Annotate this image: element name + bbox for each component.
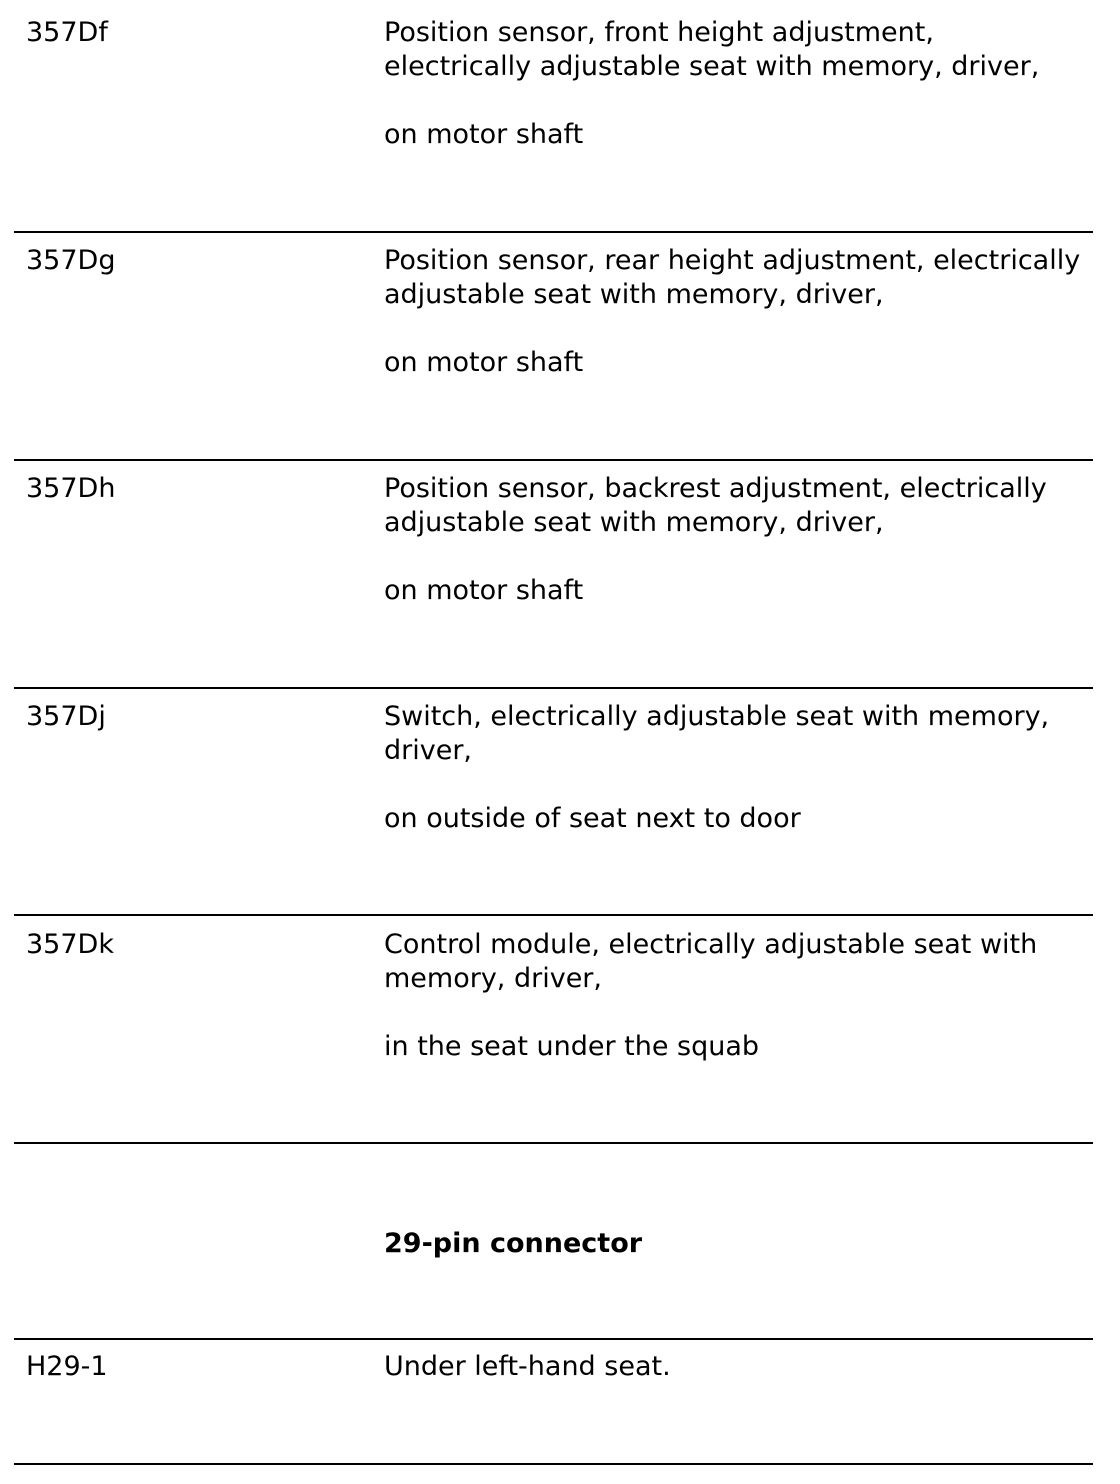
component-location: on motor shaft [384, 575, 584, 606]
row-divider [14, 459, 1093, 461]
component-location: on outside of seat next to door [384, 803, 801, 834]
component-code: 357Dh [26, 473, 116, 504]
component-code: 357Dg [26, 245, 116, 276]
row-divider [14, 231, 1093, 233]
row-divider [14, 1142, 1093, 1144]
component-description: Position sensor, backrest adjustment, electrically adjustable seat with memory, driver, [384, 473, 1047, 538]
row-divider [14, 914, 1093, 916]
component-description: Switch, electrically adjustable seat with memory, driver, [384, 701, 1050, 766]
component-description: Control module, electrically adjustable seat with memory, driver, [384, 929, 1038, 994]
component-code: 357Df [26, 17, 108, 48]
connector-code: H29-1 [26, 1351, 108, 1382]
row-divider [14, 687, 1093, 689]
component-code: 357Dj [26, 701, 106, 732]
section-heading: 29-pin connector [384, 1228, 643, 1259]
component-description: Position sensor, rear height adjustment, electrically adjustable seat with memory, driver, [384, 245, 1081, 310]
component-description: Position sensor, front height adjustment, electrically adjustable seat with memory, driver, [384, 17, 1040, 82]
connector-description: Under left-hand seat. [384, 1351, 671, 1382]
row-divider [14, 1463, 1093, 1465]
component-code: 357Dk [26, 929, 114, 960]
row-divider [14, 1338, 1093, 1340]
component-location: on motor shaft [384, 347, 584, 378]
component-location: in the seat under the squab [384, 1031, 760, 1062]
component-location: on motor shaft [384, 119, 584, 150]
